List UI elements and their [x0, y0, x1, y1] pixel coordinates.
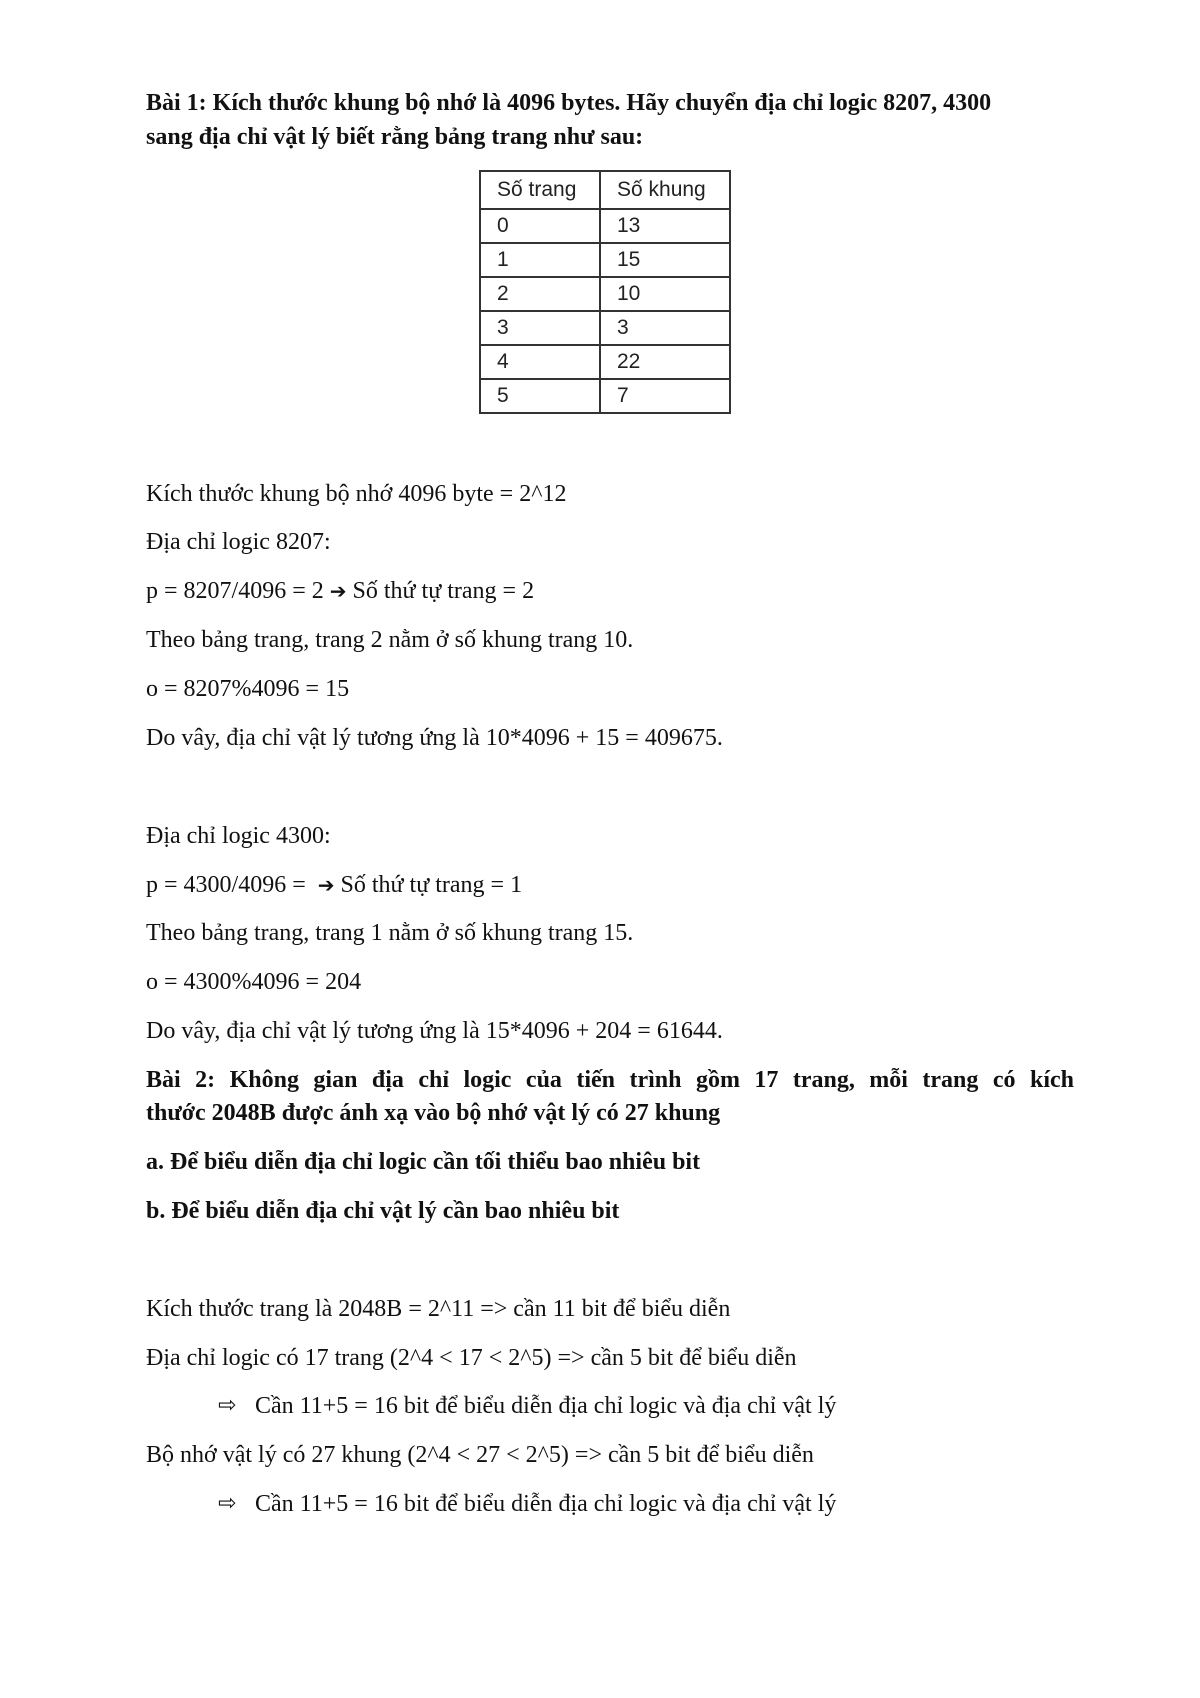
- addr2-page-calc: [146, 870, 522, 900]
- conclusion-2: Cần 11+5 = 16 bit để biểu diễn địa chỉ logic và địa chỉ vật lý: [255, 1491, 837, 1517]
- page-number-cell: 5: [480, 379, 600, 413]
- page-table-header-page: Số trang: [480, 171, 600, 209]
- page-number-cell: 4: [480, 345, 600, 379]
- addr1-page-index: Số thứ tự trang = 2: [352, 578, 535, 604]
- page-number-cell: 0: [480, 209, 600, 243]
- addr2-heading: Địa chỉ logic 4300:: [146, 823, 331, 849]
- addr2-page-index: Số thứ tự trang = 1: [340, 872, 523, 898]
- bai2-title-line2: thước 2048B được ánh xạ vào bộ nhớ vật lý có 27 khung: [146, 1100, 721, 1126]
- frame-number-cell: 10: [600, 277, 730, 311]
- right-arrow-icon: ➔: [329, 579, 347, 603]
- page-number-cell: 2: [480, 277, 600, 311]
- page-table-header-row: [480, 171, 730, 209]
- bai1-title-line1: Bài 1: Kích thước khung bộ nhớ là 4096 bytes. Hãy chuyển địa chỉ logic 8207, 4300: [146, 90, 992, 116]
- addr2-page-division: p = 4300/4096 =: [146, 872, 306, 898]
- frame-number-cell: 13: [600, 209, 730, 243]
- page-size-line: Kích thước trang là 2048B = 2^11 => cần 11 bit để biểu diễn: [146, 1296, 731, 1322]
- frame-number-cell: 15: [600, 243, 730, 277]
- addr1-page-division: p = 8207/4096 = 2: [146, 578, 324, 604]
- page-number-cell: 1: [480, 243, 600, 277]
- addr1-offset: o = 8207%4096 = 15: [146, 676, 350, 702]
- table-row: [480, 243, 730, 277]
- implies-arrow-icon: ⇨: [218, 1491, 237, 1516]
- conclusion-1: Cần 11+5 = 16 bit để biểu diễn địa chỉ logic và địa chỉ vật lý: [255, 1393, 837, 1419]
- bai2-question-b: b. Để biểu diễn địa chỉ vật lý cần bao nhiêu bit: [146, 1198, 620, 1224]
- table-row: [480, 209, 730, 243]
- logic-pages-line: Địa chỉ logic có 17 trang (2^4 < 17 < 2^5) => cần 5 bit để biểu diễn: [146, 1345, 797, 1371]
- physical-frames-line: Bộ nhớ vật lý có 27 khung (2^4 < 27 < 2^5) => cần 5 bit để biểu diễn: [146, 1442, 814, 1468]
- page-number-cell: 3: [480, 311, 600, 345]
- addr1-heading: Địa chỉ logic 8207:: [146, 529, 331, 555]
- right-arrow-icon: ➔: [317, 873, 335, 897]
- table-row: [480, 345, 730, 379]
- addr1-page-calc: [146, 576, 534, 606]
- addr1-lookup: Theo bảng trang, trang 2 nằm ở số khung trang 10.: [146, 627, 634, 653]
- addr2-offset: o = 4300%4096 = 204: [146, 969, 362, 995]
- frame-number-cell: 22: [600, 345, 730, 379]
- page-table-header-frame: Số khung: [600, 171, 730, 209]
- bai2-title-line1: Bài 2: Không gian địa chỉ logic của tiến trình gồm 17 trang, mỗi trang có kích: [146, 1067, 1074, 1093]
- table-row: [480, 311, 730, 345]
- addr1-result: Do vây, địa chỉ vật lý tương ứng là 10*4096 + 15 = 409675.: [146, 725, 723, 751]
- table-row: [480, 379, 730, 413]
- addr2-result: Do vây, địa chỉ vật lý tương ứng là 15*4096 + 204 = 61644.: [146, 1018, 723, 1044]
- implies-arrow-icon: ⇨: [218, 1393, 237, 1418]
- frame-number-cell: 3: [600, 311, 730, 345]
- bai2-question-a: a. Để biểu diễn địa chỉ logic cần tối thiểu bao nhiêu bit: [146, 1149, 701, 1175]
- frame-number-cell: 7: [600, 379, 730, 413]
- bai1-title-line2: sang địa chỉ vật lý biết rằng bảng trang như sau:: [146, 124, 644, 150]
- page-table: [479, 170, 731, 414]
- addr2-lookup: Theo bảng trang, trang 1 nằm ở số khung trang 15.: [146, 920, 634, 946]
- frame-size-line: Kích thước khung bộ nhớ 4096 byte = 2^12: [146, 481, 567, 507]
- table-row: [480, 277, 730, 311]
